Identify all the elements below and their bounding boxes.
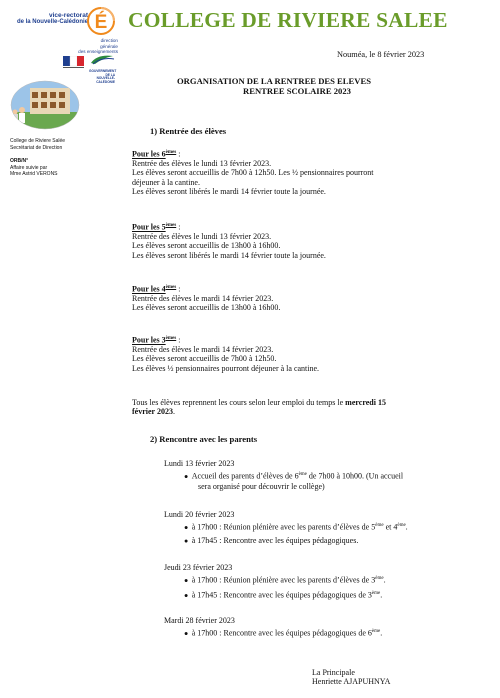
day-block — [164, 459, 403, 492]
bullet-icon: ● — [184, 592, 192, 601]
day-item: à 17h45 : Rencontre avec les équipes pédagogiques de 3 — [191, 591, 372, 601]
day-item-sup: ème — [371, 591, 381, 597]
sidebar-info — [10, 138, 65, 178]
group-line: Rentrée des élèves le mardi 14 février 2023. — [132, 345, 274, 355]
resume-paragraph — [132, 398, 386, 417]
bullet-icon: ● — [184, 630, 192, 639]
direction-line2: générale — [100, 43, 118, 49]
group-label: Pour les 6 — [132, 149, 166, 159]
group-sup: èmes — [165, 150, 177, 155]
vice-rectorat-line2: de la Nouvelle-Calédonie — [16, 19, 88, 25]
day-item-after: . — [380, 591, 383, 601]
group-line: Les élèves seront accueillis de 13h00 à 16h00. — [132, 303, 281, 313]
group-line: Les élèves seront accueillis de 7h00 à 12h50. — [132, 354, 277, 364]
college-title: COLLEGE DE RIVIERE SALEE — [128, 8, 448, 32]
bullet-icon: ● — [184, 473, 192, 482]
day-item: à 17h00 : Réunion plénière avec les parents d’élèves de 3 — [191, 576, 376, 586]
group-line: Les élèves seront libérés le mardi 14 février toute la journée. — [132, 250, 326, 260]
document-title-line1: ORGANISATION DE LA RENTREE DES ELEVES — [177, 76, 371, 86]
group-label: Pour les 3 — [132, 335, 166, 345]
sidebar-person: Mme Astrid VERONS — [10, 171, 58, 178]
vice-rectorat-label — [8, 12, 88, 26]
day-item-after: et 4 — [383, 523, 398, 533]
day-item-sup2: ème — [397, 523, 406, 529]
day-block — [164, 563, 386, 602]
group-3eme — [132, 334, 319, 373]
group-5eme — [132, 221, 326, 260]
signature-role: La Principale — [312, 668, 355, 677]
day-item: à 17h00 : Réunion plénière avec les parents d’élèves de 5 — [191, 523, 376, 533]
republique-logo — [63, 56, 85, 70]
resume-date-bold: mercredi 15 — [345, 398, 386, 407]
day-block — [164, 510, 408, 547]
day-item-after: . — [380, 629, 383, 639]
group-label: Pour les 4 — [132, 284, 166, 294]
group-line: déjeuner à la cantine. — [132, 177, 200, 187]
section2-heading: 2) Rencontre avec les parents — [150, 434, 258, 444]
group-colon: : — [176, 284, 181, 294]
group-colon: : — [176, 222, 181, 232]
group-sup: èmes — [165, 223, 177, 228]
resume-date-bold2: février 2023 — [132, 407, 173, 417]
day-label: Jeudi 23 février 2023 — [164, 563, 233, 572]
day-block — [164, 616, 382, 639]
sidebar-ref: ORB/N° — [10, 158, 29, 165]
group-label: Pour les 5 — [132, 222, 166, 232]
day-item-cont: sera organisé pour découvrir le collège) — [198, 482, 325, 492]
day-label: Lundi 20 février 2023 — [164, 510, 235, 519]
document-title-line2: RENTREE SCOLAIRE 2023 — [243, 86, 351, 96]
signature-block — [312, 668, 390, 687]
section1-heading: 1) Rentrée des élèves — [150, 126, 227, 136]
group-line: Rentrée des élèves le lundi 13 février 2023. — [132, 232, 272, 242]
day-item-sup: ème — [375, 576, 384, 582]
bullet-icon: ● — [184, 524, 192, 533]
resume-end: . — [172, 407, 175, 417]
school-photo — [10, 80, 80, 130]
sidebar-secretariat: Secrétariat de Direction — [10, 144, 63, 151]
day-item: à 17h00 : Rencontre avec les équipes pédagogiques de 6 — [191, 629, 372, 639]
signature-name: Henriette AJAPUHNYA — [312, 677, 391, 687]
nouvelle-caledonie-logo — [89, 52, 117, 84]
direction-line1: direction — [100, 38, 118, 43]
logo-letter: É — [94, 12, 108, 33]
direction-line3: des enseignements — [78, 49, 118, 54]
day-item-after: de 7h00 à 10h00. (Un accueil — [306, 472, 404, 482]
day-item-sup: ème — [375, 523, 384, 529]
group-line: Les élèves seront libérés le mardi 14 février toute la journée. — [132, 187, 326, 197]
bullet-icon: ● — [184, 577, 192, 586]
day-item-after2: . — [405, 523, 408, 533]
group-colon: : — [176, 335, 181, 345]
nc-label-line2: NOUVELLE- — [96, 76, 115, 81]
day-item: à 17h45 : Rencontre avec les équipes pédagogiques. — [191, 536, 359, 546]
day-label: Lundi 13 février 2023 — [164, 459, 235, 468]
day-item-sup: ème — [371, 629, 381, 635]
resume-text: Tous les élèves reprennent les cours selon leur emploi du temps le — [132, 398, 346, 407]
academy-logo — [86, 6, 116, 36]
date-line: Nouméa, le 8 février 2023 — [337, 50, 425, 59]
group-sup: èmes — [165, 336, 177, 341]
group-line: Les élèves seront accueillis de 13h00 à 16h00. — [132, 241, 281, 251]
group-sup: èmes — [165, 285, 177, 290]
sidebar-affaire: Affaire suivie par — [10, 164, 48, 171]
day-item-sup: ème — [298, 472, 307, 478]
nc-label-line3: CALÉDONIE — [96, 79, 115, 84]
group-colon: : — [176, 149, 181, 159]
vice-rectorat-line1: vice-rectorat — [48, 12, 88, 19]
group-line: Rentrée des élèves le lundi 13 février 2023. — [132, 159, 272, 169]
day-item-after: . — [383, 576, 386, 586]
group-line: Les élèves ½ pensionnaires pourront déjeuner à la cantine. — [132, 363, 320, 373]
day-label: Mardi 28 février 2023 — [164, 616, 235, 625]
group-6eme — [132, 148, 374, 197]
group-line: Les élèves seront accueillis de 7h00 à 12h50. Les ½ pensionnaires pourront — [132, 168, 374, 178]
group-line: Rentrée des élèves le mardi 14 février 2023. — [132, 294, 274, 304]
group-4eme — [132, 283, 280, 313]
bullet-icon: ● — [184, 537, 192, 546]
sidebar-school: College de Riviere Salée — [10, 138, 66, 144]
nc-label-line1: GOUVERNEMENT DE LA — [89, 69, 117, 77]
day-item: Accueil des parents d’élèves de 6 — [191, 472, 299, 482]
